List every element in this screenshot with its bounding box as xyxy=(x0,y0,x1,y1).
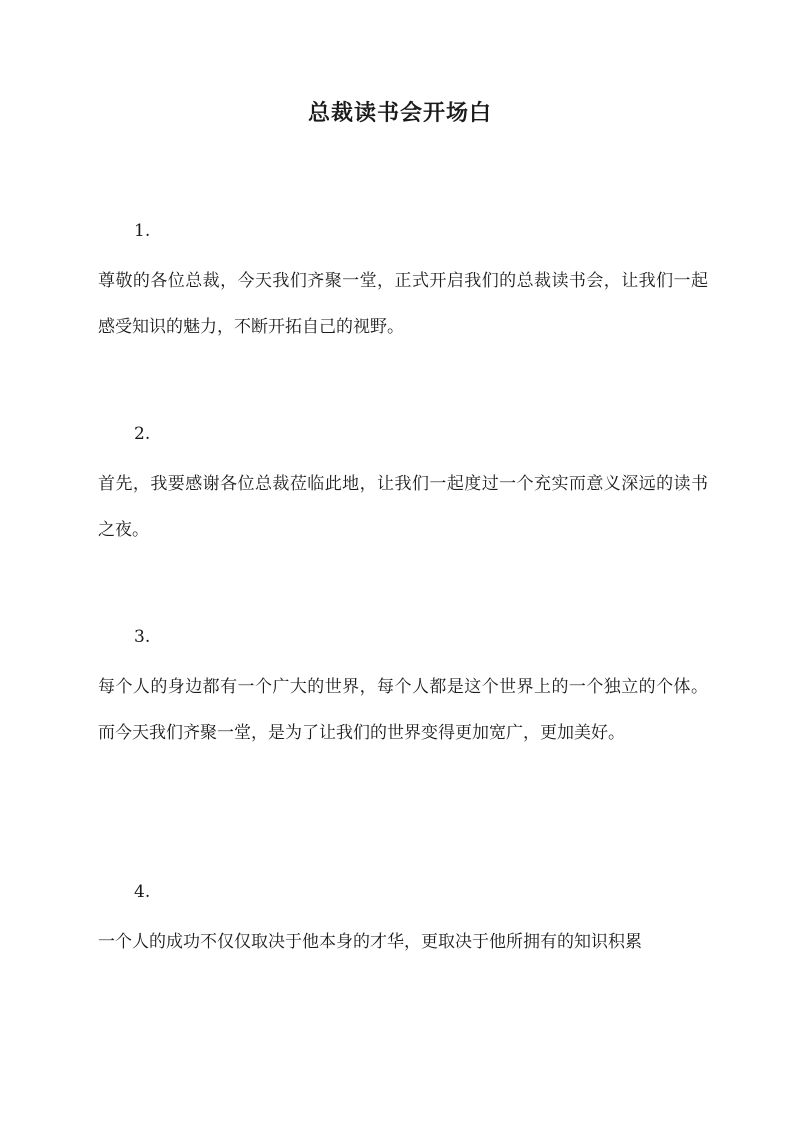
document-title: 总裁读书会开场白 xyxy=(307,100,492,126)
section-3 xyxy=(98,624,708,756)
section-paragraph: 每个人的身边都有一个广大的世界，每个人都是这个世界上的一个独立的个体。而今天我们齐聚一堂，是为了让我们的世界变得更加宽广，更加美好。 xyxy=(98,677,708,743)
section-number: 1. xyxy=(134,221,151,241)
section-number: 2. xyxy=(134,424,151,444)
section-paragraph: 首先，我要感谢各位总裁莅临此地，让我们一起度过一个充实而意义深远的读书之夜。 xyxy=(98,474,708,540)
section-4 xyxy=(98,879,708,965)
section-number: 4. xyxy=(134,882,151,902)
section-paragraph: 一个人的成功不仅仅取决于他本身的才华，更取决于他所拥有的知识积累 xyxy=(98,932,642,952)
section-paragraph: 尊敬的各位总裁，今天我们齐聚一堂，正式开启我们的总裁读书会，让我们一起感受知识的魅力，不断开拓自己的视野。 xyxy=(98,271,708,337)
section-number: 3. xyxy=(134,627,151,647)
section-1 xyxy=(98,218,708,350)
section-2 xyxy=(98,421,708,553)
